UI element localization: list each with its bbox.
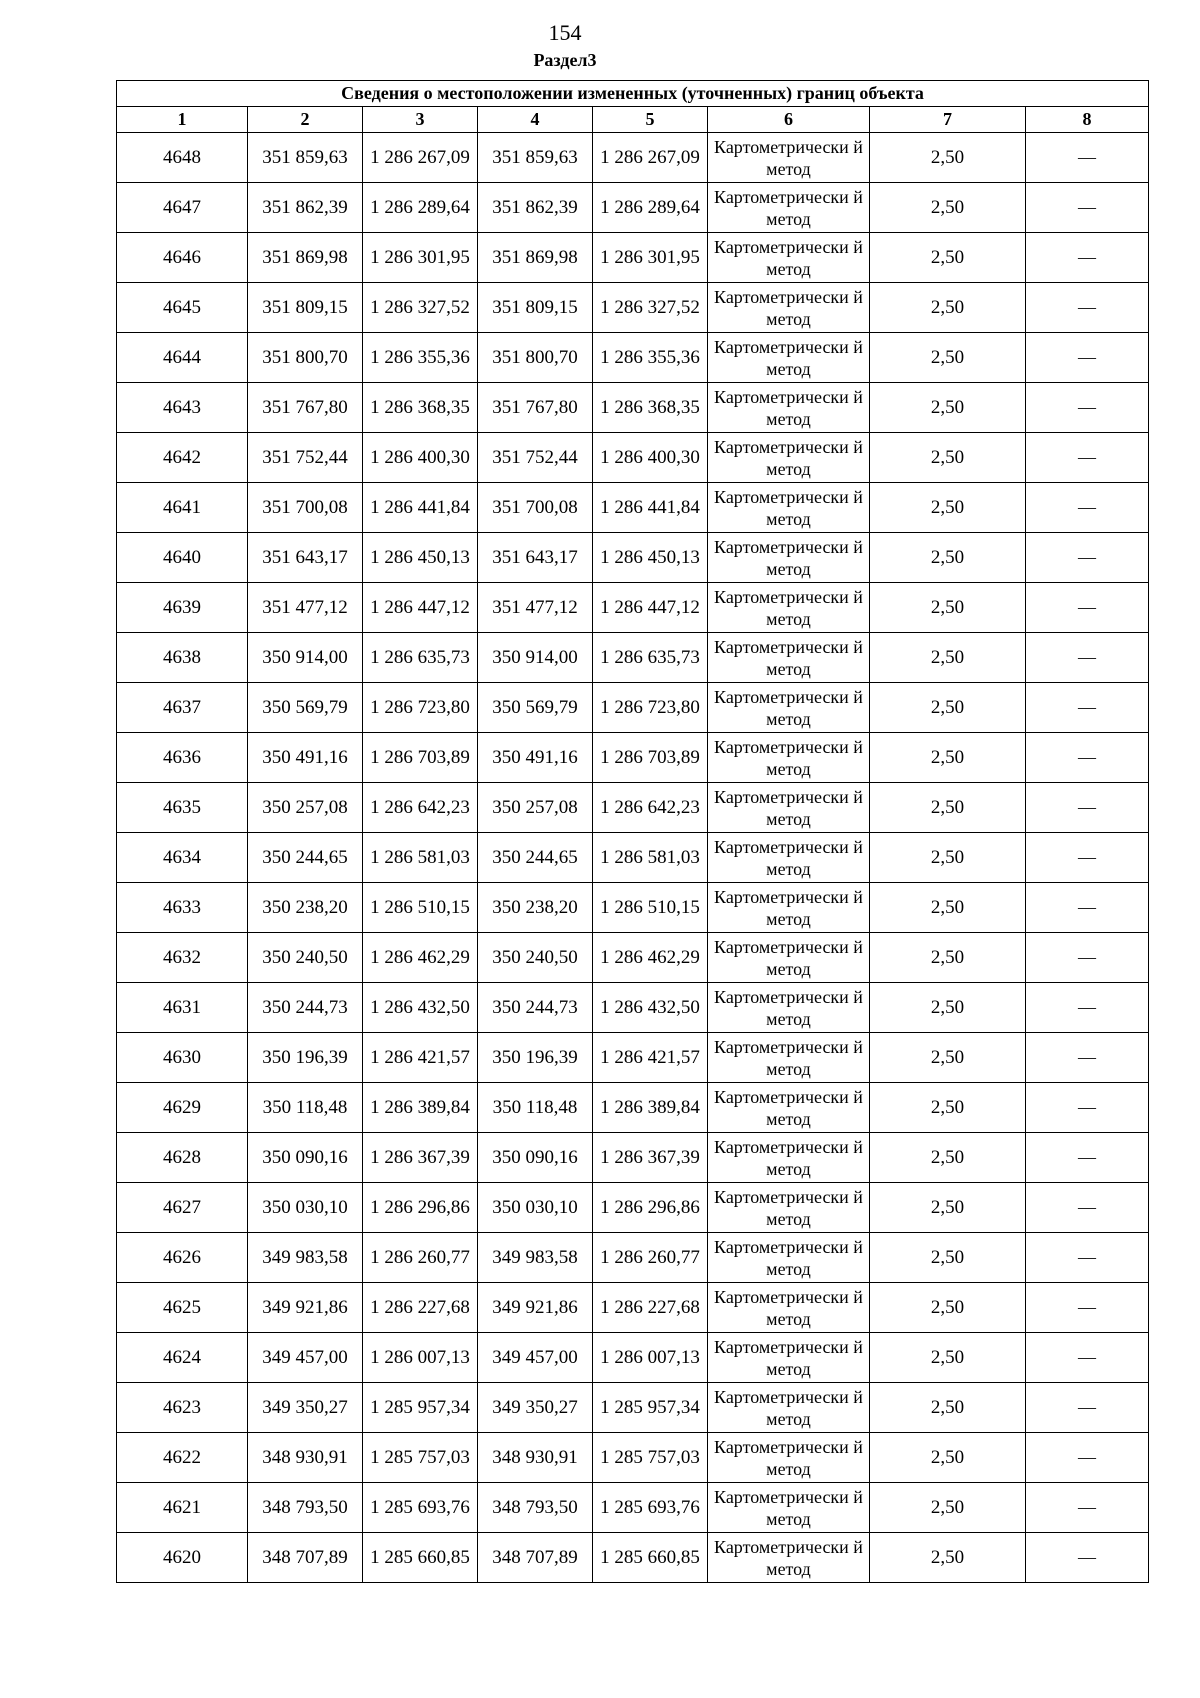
table-cell-col-7: 2,50: [870, 533, 1026, 583]
table-cell-col-3: 1 286 642,23: [363, 783, 478, 833]
table-cell-col-4: 349 921,86: [478, 1283, 593, 1333]
table-cell-col-6: Картометрически й метод: [708, 783, 870, 833]
table-cell-col-8: —: [1026, 983, 1149, 1033]
table-cell-col-2: 350 491,16: [248, 733, 363, 783]
table-cell-col-6: Картометрически й метод: [708, 633, 870, 683]
table-cell-col-7: 2,50: [870, 683, 1026, 733]
table-cell-col-1: 4644: [117, 333, 248, 383]
table-cell-col-6: Картометрически й метод: [708, 833, 870, 883]
table-cell-col-5: 1 286 007,13: [593, 1333, 708, 1383]
table-cell-col-3: 1 286 635,73: [363, 633, 478, 683]
table-cell-col-8: —: [1026, 433, 1149, 483]
table-cell-col-5: 1 286 260,77: [593, 1233, 708, 1283]
table-cell-col-8: —: [1026, 1233, 1149, 1283]
table-cell-col-5: 1 286 447,12: [593, 583, 708, 633]
table-cell-col-1: 4642: [117, 433, 248, 483]
table-cell-col-8: —: [1026, 283, 1149, 333]
table-row: [117, 1033, 1149, 1083]
table-cell-col-5: 1 286 301,95: [593, 233, 708, 283]
table-cell-col-3: 1 286 289,64: [363, 183, 478, 233]
table-cell-col-3: 1 286 510,15: [363, 883, 478, 933]
table-cell-col-3: 1 286 296,86: [363, 1183, 478, 1233]
table-cell-col-5: 1 286 289,64: [593, 183, 708, 233]
table-cell-col-4: 351 477,12: [478, 583, 593, 633]
table-cell-col-5: 1 286 389,84: [593, 1083, 708, 1133]
table-cell-col-5: 1 286 581,03: [593, 833, 708, 883]
table-cell-col-3: 1 286 581,03: [363, 833, 478, 883]
table-cell-col-7: 2,50: [870, 1383, 1026, 1433]
table-cell-col-7: 2,50: [870, 1233, 1026, 1283]
table-cell-col-4: 351 767,80: [478, 383, 593, 433]
table-cell-col-4: 349 457,00: [478, 1333, 593, 1383]
table-cell-col-3: 1 286 441,84: [363, 483, 478, 533]
table-cell-col-5: 1 286 635,73: [593, 633, 708, 683]
table-cell-col-6: Картометрически й метод: [708, 683, 870, 733]
table-cell-col-7: 2,50: [870, 1283, 1026, 1333]
table-cell-col-3: 1 286 267,09: [363, 133, 478, 183]
table-row: [117, 983, 1149, 1033]
table-cell-col-3: 1 286 703,89: [363, 733, 478, 783]
table-cell-col-6: Картометрически й метод: [708, 1483, 870, 1533]
table-cell-col-8: —: [1026, 633, 1149, 683]
table-cell-col-8: —: [1026, 1033, 1149, 1083]
table-cell-col-1: 4621: [117, 1483, 248, 1533]
table-cell-col-6: Картометрически й метод: [708, 333, 870, 383]
table-cell-col-5: 1 286 450,13: [593, 533, 708, 583]
column-header-7: 7: [870, 107, 1026, 133]
table-cell-col-1: 4631: [117, 983, 248, 1033]
table-row: [117, 1383, 1149, 1433]
table-cell-col-8: —: [1026, 733, 1149, 783]
table-cell-col-6: Картометрически й метод: [708, 1533, 870, 1583]
table-cell-col-5: 1 286 510,15: [593, 883, 708, 933]
table-row: [117, 533, 1149, 583]
table-cell-col-3: 1 285 757,03: [363, 1433, 478, 1483]
table-cell-col-5: 1 285 660,85: [593, 1533, 708, 1583]
table-cell-col-6: Картометрически й метод: [708, 533, 870, 583]
table-cell-col-2: 351 477,12: [248, 583, 363, 633]
table-cell-col-3: 1 286 462,29: [363, 933, 478, 983]
table-caption: Сведения о местоположении измененных (уточненных) границ объекта: [117, 81, 1149, 107]
table-cell-col-3: 1 286 367,39: [363, 1133, 478, 1183]
table-cell-col-4: 351 859,63: [478, 133, 593, 183]
table-cell-col-5: 1 286 432,50: [593, 983, 708, 1033]
table-cell-col-8: —: [1026, 233, 1149, 283]
table-cell-col-8: —: [1026, 533, 1149, 583]
table-cell-col-6: Картометрически й метод: [708, 433, 870, 483]
table-row: [117, 633, 1149, 683]
table-cell-col-1: 4639: [117, 583, 248, 633]
table-cell-col-2: 351 862,39: [248, 183, 363, 233]
table-cell-col-8: —: [1026, 183, 1149, 233]
table-cell-col-4: 350 257,08: [478, 783, 593, 833]
table-cell-col-4: 348 793,50: [478, 1483, 593, 1533]
table-row: [117, 883, 1149, 933]
table-cell-col-1: 4632: [117, 933, 248, 983]
table-cell-col-7: 2,50: [870, 983, 1026, 1033]
table-cell-col-7: 2,50: [870, 1083, 1026, 1133]
table-cell-col-1: 4630: [117, 1033, 248, 1083]
table-row: [117, 383, 1149, 433]
table-cell-col-6: Картометрически й метод: [708, 1233, 870, 1283]
table-cell-col-8: —: [1026, 833, 1149, 883]
table-cell-col-1: 4624: [117, 1333, 248, 1383]
table-cell-col-6: Картометрически й метод: [708, 933, 870, 983]
table-row: [117, 233, 1149, 283]
table-cell-col-6: Картометрически й метод: [708, 733, 870, 783]
table-cell-col-1: 4626: [117, 1233, 248, 1283]
table-cell-col-2: 351 752,44: [248, 433, 363, 483]
table-cell-col-1: 4637: [117, 683, 248, 733]
table-cell-col-4: 351 700,08: [478, 483, 593, 533]
table-cell-col-5: 1 286 441,84: [593, 483, 708, 533]
table-cell-col-6: Картометрически й метод: [708, 233, 870, 283]
table-cell-col-2: 350 244,65: [248, 833, 363, 883]
table-cell-col-1: 4640: [117, 533, 248, 583]
table-cell-col-1: 4638: [117, 633, 248, 683]
table-cell-col-2: 349 350,27: [248, 1383, 363, 1433]
table-cell-col-3: 1 285 957,34: [363, 1383, 478, 1433]
table-cell-col-7: 2,50: [870, 583, 1026, 633]
table-cell-col-4: 350 569,79: [478, 683, 593, 733]
table-cell-col-4: 350 244,73: [478, 983, 593, 1033]
table-cell-col-2: 349 921,86: [248, 1283, 363, 1333]
table-cell-col-2: 351 643,17: [248, 533, 363, 583]
table-cell-col-4: 348 930,91: [478, 1433, 593, 1483]
table-cell-col-4: 351 809,15: [478, 283, 593, 333]
table-cell-col-4: 351 752,44: [478, 433, 593, 483]
table-cell-col-2: 349 457,00: [248, 1333, 363, 1383]
table-cell-col-3: 1 286 389,84: [363, 1083, 478, 1133]
column-header-3: 3: [363, 107, 478, 133]
table-cell-col-8: —: [1026, 1383, 1149, 1433]
table-cell-col-5: 1 286 267,09: [593, 133, 708, 183]
table-cell-col-5: 1 286 723,80: [593, 683, 708, 733]
table-cell-col-1: 4648: [117, 133, 248, 183]
table-cell-col-2: 351 809,15: [248, 283, 363, 333]
table-row: [117, 1183, 1149, 1233]
table-cell-col-2: 350 240,50: [248, 933, 363, 983]
table-cell-col-1: 4634: [117, 833, 248, 883]
table-cell-col-8: —: [1026, 933, 1149, 983]
table-cell-col-6: Картометрически й метод: [708, 483, 870, 533]
table-row: [117, 133, 1149, 183]
table-cell-col-4: 351 643,17: [478, 533, 593, 583]
table-cell-col-1: 4622: [117, 1433, 248, 1483]
table-row: [117, 1533, 1149, 1583]
table-cell-col-4: 350 090,16: [478, 1133, 593, 1183]
table-cell-col-6: Картометрически й метод: [708, 883, 870, 933]
table-cell-col-5: 1 286 368,35: [593, 383, 708, 433]
table-cell-col-7: 2,50: [870, 283, 1026, 333]
table-cell-col-4: 350 244,65: [478, 833, 593, 883]
table-cell-col-6: Картометрически й метод: [708, 1183, 870, 1233]
table-cell-col-1: 4647: [117, 183, 248, 233]
table-cell-col-6: Картометрически й метод: [708, 1433, 870, 1483]
table-cell-col-8: —: [1026, 1283, 1149, 1333]
page-number: 154: [548, 20, 582, 45]
table-cell-col-8: —: [1026, 1433, 1149, 1483]
table-row: [117, 483, 1149, 533]
table-cell-col-7: 2,50: [870, 233, 1026, 283]
table-cell-col-1: 4629: [117, 1083, 248, 1133]
table-cell-col-5: 1 286 355,36: [593, 333, 708, 383]
table-cell-col-1: 4628: [117, 1133, 248, 1183]
table-cell-col-7: 2,50: [870, 133, 1026, 183]
table-cell-col-1: 4641: [117, 483, 248, 533]
table-cell-col-2: 350 090,16: [248, 1133, 363, 1183]
table-cell-col-4: 351 800,70: [478, 333, 593, 383]
table-cell-col-1: 4635: [117, 783, 248, 833]
table-cell-col-7: 2,50: [870, 1333, 1026, 1383]
table-cell-col-3: 1 285 660,85: [363, 1533, 478, 1583]
table-cell-col-2: 350 238,20: [248, 883, 363, 933]
table-cell-col-2: 350 244,73: [248, 983, 363, 1033]
table-cell-col-1: 4643: [117, 383, 248, 433]
table-cell-col-8: —: [1026, 883, 1149, 933]
table-row: [117, 1483, 1149, 1533]
table-row: [117, 283, 1149, 333]
table-cell-col-8: —: [1026, 1133, 1149, 1183]
table-cell-col-6: Картометрически й метод: [708, 183, 870, 233]
table-cell-col-8: —: [1026, 133, 1149, 183]
table-cell-col-3: 1 286 447,12: [363, 583, 478, 633]
table-cell-col-7: 2,50: [870, 483, 1026, 533]
table-cell-col-5: 1 285 693,76: [593, 1483, 708, 1533]
table-cell-col-6: Картометрически й метод: [708, 983, 870, 1033]
table-cell-col-4: 351 869,98: [478, 233, 593, 283]
table-cell-col-6: Картометрически й метод: [708, 1033, 870, 1083]
table-cell-col-5: 1 286 400,30: [593, 433, 708, 483]
table-cell-col-2: 351 767,80: [248, 383, 363, 433]
table-cell-col-2: 351 869,98: [248, 233, 363, 283]
table-cell-col-5: 1 286 327,52: [593, 283, 708, 333]
table-cell-col-2: 348 707,89: [248, 1533, 363, 1583]
column-header-6: 6: [708, 107, 870, 133]
table-cell-col-5: 1 286 462,29: [593, 933, 708, 983]
table-cell-col-6: Картометрически й метод: [708, 1283, 870, 1333]
table-cell-col-3: 1 286 723,80: [363, 683, 478, 733]
table-cell-col-6: Картометрически й метод: [708, 133, 870, 183]
table-cell-col-4: 349 350,27: [478, 1383, 593, 1433]
table-cell-col-5: 1 285 757,03: [593, 1433, 708, 1483]
table-cell-col-3: 1 286 368,35: [363, 383, 478, 433]
table-cell-col-6: Картометрически й метод: [708, 1083, 870, 1133]
table-caption-row: [117, 81, 1149, 107]
column-header-4: 4: [478, 107, 593, 133]
table-cell-col-3: 1 286 301,95: [363, 233, 478, 283]
table-row: [117, 783, 1149, 833]
table-cell-col-4: 350 491,16: [478, 733, 593, 783]
table-cell-col-7: 2,50: [870, 183, 1026, 233]
table-cell-col-5: 1 286 367,39: [593, 1133, 708, 1183]
table-cell-col-8: —: [1026, 483, 1149, 533]
table-cell-col-2: 350 118,48: [248, 1083, 363, 1133]
table-cell-col-3: 1 286 260,77: [363, 1233, 478, 1283]
table-cell-col-3: 1 286 400,30: [363, 433, 478, 483]
table-row: [117, 833, 1149, 883]
table-row: [117, 733, 1149, 783]
table-cell-col-2: 351 800,70: [248, 333, 363, 383]
coordinates-table: [116, 80, 1149, 1583]
table-row: [117, 1283, 1149, 1333]
table-cell-col-1: 4625: [117, 1283, 248, 1333]
table-cell-col-7: 2,50: [870, 833, 1026, 883]
table-cell-col-3: 1 286 227,68: [363, 1283, 478, 1333]
table-row: [117, 333, 1149, 383]
table-row: [117, 183, 1149, 233]
table-cell-col-7: 2,50: [870, 1133, 1026, 1183]
table-cell-col-5: 1 286 642,23: [593, 783, 708, 833]
table-cell-col-4: 348 707,89: [478, 1533, 593, 1583]
table-cell-col-6: Картометрически й метод: [708, 1383, 870, 1433]
table-header-row: [117, 107, 1149, 133]
table-cell-col-3: 1 286 450,13: [363, 533, 478, 583]
table-row: [117, 1433, 1149, 1483]
table-cell-col-7: 2,50: [870, 1183, 1026, 1233]
table-cell-col-4: 349 983,58: [478, 1233, 593, 1283]
table-cell-col-3: 1 286 432,50: [363, 983, 478, 1033]
table-cell-col-8: —: [1026, 583, 1149, 633]
table-cell-col-2: 348 793,50: [248, 1483, 363, 1533]
table-cell-col-8: —: [1026, 783, 1149, 833]
table-cell-col-2: 350 030,10: [248, 1183, 363, 1233]
table-cell-col-4: 351 862,39: [478, 183, 593, 233]
table-cell-col-7: 2,50: [870, 1033, 1026, 1083]
table-row: [117, 1233, 1149, 1283]
column-header-5: 5: [593, 107, 708, 133]
table-cell-col-7: 2,50: [870, 633, 1026, 683]
table-cell-col-2: 350 569,79: [248, 683, 363, 733]
table-cell-col-6: Картометрически й метод: [708, 283, 870, 333]
table-cell-col-8: —: [1026, 1333, 1149, 1383]
table-cell-col-2: 350 257,08: [248, 783, 363, 833]
table-cell-col-5: 1 285 957,34: [593, 1383, 708, 1433]
table-cell-col-8: —: [1026, 333, 1149, 383]
table-cell-col-6: Картометрически й метод: [708, 1333, 870, 1383]
table-cell-col-5: 1 286 703,89: [593, 733, 708, 783]
column-header-2: 2: [248, 107, 363, 133]
table-cell-col-1: 4645: [117, 283, 248, 333]
table-row: [117, 933, 1149, 983]
table-cell-col-3: 1 286 007,13: [363, 1333, 478, 1383]
table-cell-col-8: —: [1026, 1183, 1149, 1233]
table-cell-col-5: 1 286 296,86: [593, 1183, 708, 1233]
table-row: [117, 1133, 1149, 1183]
table-body: [117, 133, 1149, 1583]
table-cell-col-8: —: [1026, 1083, 1149, 1133]
table-cell-col-7: 2,50: [870, 433, 1026, 483]
table-cell-col-7: 2,50: [870, 783, 1026, 833]
table-cell-col-8: —: [1026, 383, 1149, 433]
table-cell-col-4: 350 196,39: [478, 1033, 593, 1083]
table-row: [117, 1083, 1149, 1133]
table-cell-col-3: 1 286 355,36: [363, 333, 478, 383]
table-cell-col-4: 350 240,50: [478, 933, 593, 983]
table-cell-col-7: 2,50: [870, 383, 1026, 433]
table-cell-col-7: 2,50: [870, 1533, 1026, 1583]
table-cell-col-4: 350 238,20: [478, 883, 593, 933]
table-cell-col-3: 1 285 693,76: [363, 1483, 478, 1533]
table-cell-col-7: 2,50: [870, 883, 1026, 933]
table-cell-col-3: 1 286 327,52: [363, 283, 478, 333]
table-cell-col-6: Картометрически й метод: [708, 1133, 870, 1183]
table-cell-col-1: 4627: [117, 1183, 248, 1233]
table-cell-col-2: 351 859,63: [248, 133, 363, 183]
table-cell-col-1: 4623: [117, 1383, 248, 1433]
table-cell-col-1: 4636: [117, 733, 248, 783]
table-cell-col-7: 2,50: [870, 333, 1026, 383]
table-row: [117, 583, 1149, 633]
table-cell-col-8: —: [1026, 1483, 1149, 1533]
table-cell-col-8: —: [1026, 683, 1149, 733]
table-cell-col-3: 1 286 421,57: [363, 1033, 478, 1083]
table-cell-col-6: Картометрически й метод: [708, 383, 870, 433]
table-cell-col-8: —: [1026, 1533, 1149, 1583]
table-cell-col-1: 4646: [117, 233, 248, 283]
table-cell-col-2: 350 196,39: [248, 1033, 363, 1083]
section-title: Раздел3: [533, 50, 597, 70]
table-cell-col-7: 2,50: [870, 733, 1026, 783]
table-cell-col-2: 351 700,08: [248, 483, 363, 533]
table-cell-col-4: 350 914,00: [478, 633, 593, 683]
table-cell-col-7: 2,50: [870, 1483, 1026, 1533]
table-cell-col-5: 1 286 421,57: [593, 1033, 708, 1083]
table-cell-col-1: 4633: [117, 883, 248, 933]
table-cell-col-1: 4620: [117, 1533, 248, 1583]
table-cell-col-7: 2,50: [870, 933, 1026, 983]
table-cell-col-5: 1 286 227,68: [593, 1283, 708, 1333]
table-cell-col-7: 2,50: [870, 1433, 1026, 1483]
table-cell-col-2: 348 930,91: [248, 1433, 363, 1483]
column-header-1: 1: [117, 107, 248, 133]
table-row: [117, 683, 1149, 733]
table-cell-col-2: 350 914,00: [248, 633, 363, 683]
table-cell-col-4: 350 030,10: [478, 1183, 593, 1233]
table-cell-col-6: Картометрически й метод: [708, 583, 870, 633]
table-cell-col-2: 349 983,58: [248, 1233, 363, 1283]
table-row: [117, 433, 1149, 483]
table-row: [117, 1333, 1149, 1383]
table-cell-col-4: 350 118,48: [478, 1083, 593, 1133]
column-header-8: 8: [1026, 107, 1149, 133]
